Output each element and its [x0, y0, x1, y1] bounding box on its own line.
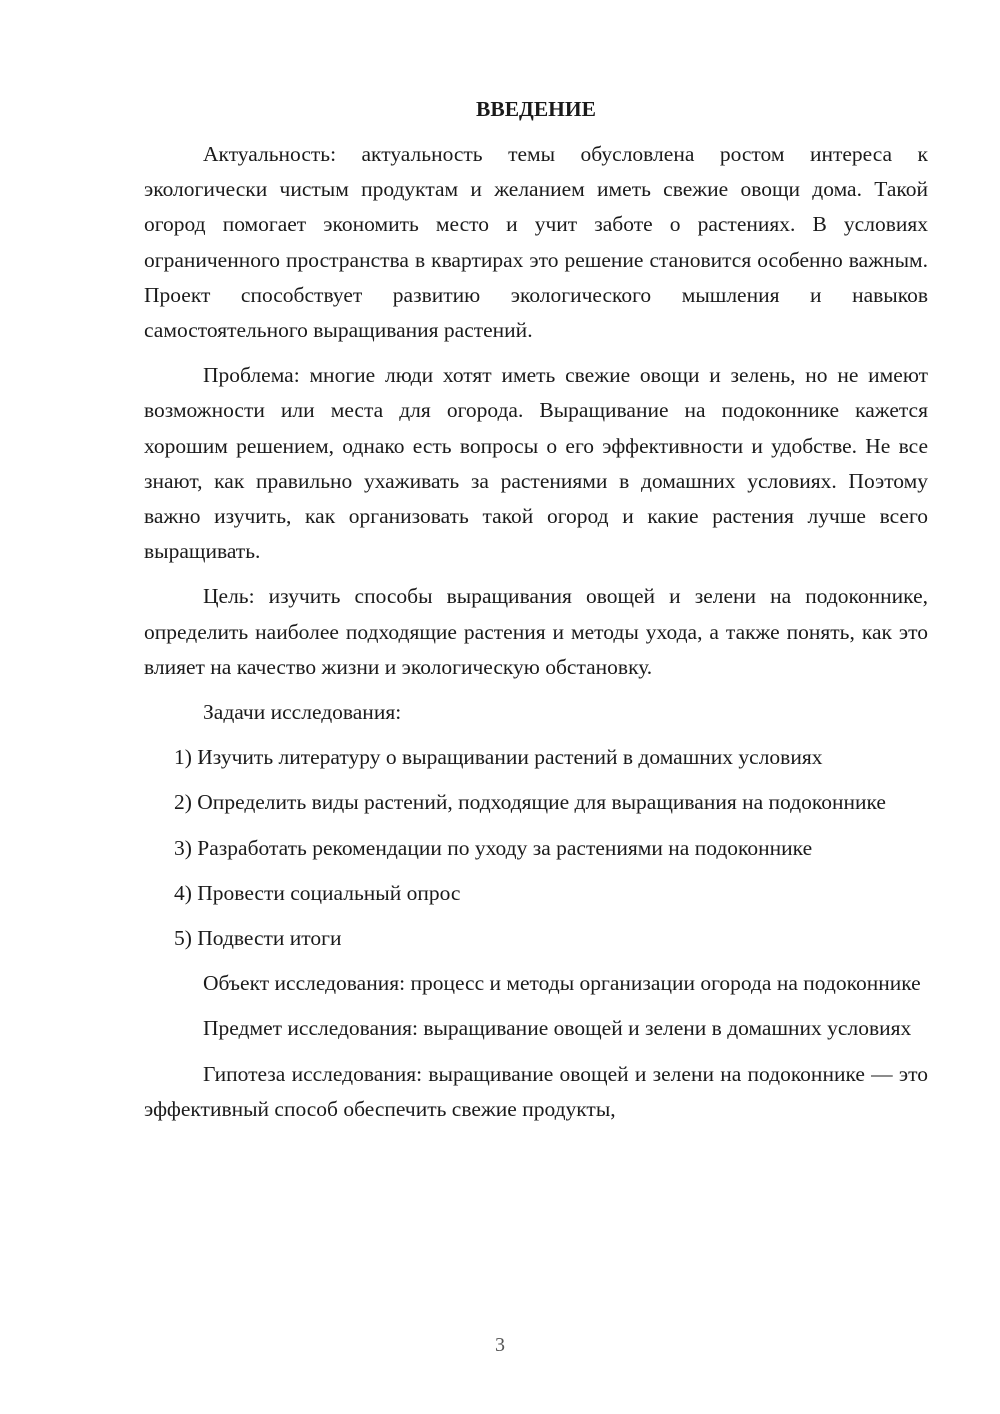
task-item-1: 1) Изучить литературу о выращивании растений в домашних условиях	[174, 745, 823, 770]
paragraph-goal: Цель: изучить способы выращивания овощей и зелени на подоконнике, определить наиболее подходящие растения и методы ухода, а также понять, как это влияет на качество жизни и экологическую обстановку.	[144, 584, 928, 679]
paragraph-object: Объект исследования: процесс и методы организации огорода на подоконнике	[203, 971, 921, 996]
document-page	[144, 92, 928, 1137]
task-item-4: 4) Провести социальный опрос	[174, 880, 461, 905]
section-heading: ВВЕДЕНИЕ	[476, 97, 596, 121]
task-item-2: 2) Определить виды растений, подходящие для выращивания на подоконнике	[174, 790, 886, 815]
paragraph-tasks-heading: Задачи исследования:	[203, 700, 402, 725]
paragraph-hypothesis: Гипотеза исследования: выращивание овощей и зелени на подоконнике — это эффективный способ обеспечить свежие продукты,	[144, 1061, 928, 1121]
task-item-5: 5) Подвести итоги	[174, 926, 342, 951]
paragraph-subject: Предмет исследования: выращивание овощей и зелени в домашних условиях	[203, 1016, 912, 1041]
page-number: 3	[495, 1334, 505, 1356]
paragraph-relevance: Актуальность: актуальность темы обусловлена ростом интереса к экологически чистым продуктам и желанием иметь свежие овощи дома. Такой огород помогает экономить место и учит заботе о растениях. В условиях ограниченного пространства в квартирах это решение становится особенно важным. Проект способствует развитию экологического мышления и навыков самостоятельного выращивания растений.	[144, 142, 928, 343]
paragraph-problem: Проблема: многие люди хотят иметь свежие овощи и зелень, но не имеют возможности или места для огорода. Выращивание на подоконнике кажется хорошим решением, однако есть вопросы о его эффективности и удобстве. Не все знают, как правильно ухаживать за растениями в домашних условиях. Поэтому важно изучить, как организовать такой огород и какие растения лучше всего выращивать.	[144, 363, 928, 564]
task-item-3: 3) Разработать рекомендации по уходу за растениями на подоконнике	[174, 835, 813, 860]
